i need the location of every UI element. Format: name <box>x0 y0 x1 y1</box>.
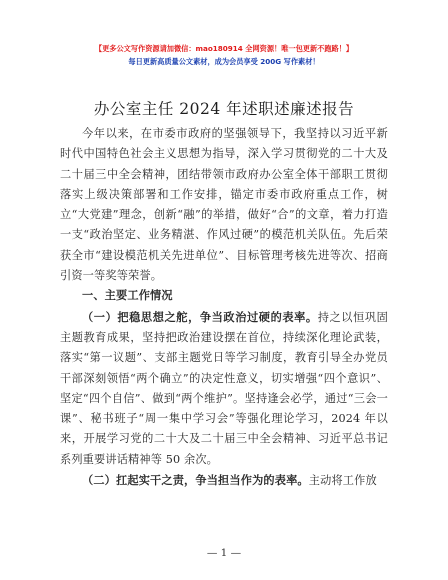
item-1-heading: （一）把稳思想之舵，争当政治过硬的表率。 <box>82 309 318 324</box>
item-2-text: 主动将工作放 <box>308 474 377 488</box>
intro-paragraph: 今年以来，在市委市政府的坚强领导下，我坚持以习近平新时代中国特色社会主义思想为指导，深入学习贯彻党的二十大及二十届三中全会精神，团结带领市政府办公室全体干部职工贯彻落实上级决策部署和工作安排，锚定市委市政府重点工作，树立“大党建”理念，创新“融”的举措，做好“合”的文章，着力打造一支“政治坚定、业务精湛、作风过硬”的模范机关队伍。先后荣获全市“建设模范机关先进单位”、目标管理考核先进等次、招商引资一等奖等荣誉。 <box>60 127 388 283</box>
section-heading: 一、主要工作情况 <box>82 289 173 303</box>
promo-banner-membership: 每日更新高质量公文素材，成为会员享受 200G 写作素材！ <box>128 57 320 66</box>
page-number: — 1 — <box>206 547 242 559</box>
promo-banner-wechat: 【更多公文写作资源请加微信：mao180914 全网资源！唯一包更新不跑路！】 <box>94 44 354 53</box>
item-1-text: 持之以恒巩固主题教育成果，坚持把政治建设摆在首位，持续深化理论武装，落实“第一议题”、支部主题党日等学习制度，教育引导全办党员干部深刻领悟“两个确立”的决定性意义，切实增强“四个意识”、坚定“四个自信”、做到“两个维护”。坚持逢会必学，通过“三会一课”、秘书班子“周一集中学习会”等强化理论学习，2024 年以来，开展学习党的二十大及二十届三中全会精神、习近平总书记系列重要讲话精神等 50 余次。 <box>60 310 388 466</box>
item-2-heading: （二）扛起实干之责，争当担当作为的表率。 <box>82 473 309 488</box>
document-title: 办公室主任 2024 年述职述廉述报告 <box>93 100 355 118</box>
item-2-paragraph <box>60 470 388 491</box>
item-1-paragraph <box>60 307 388 470</box>
document-body <box>60 124 388 491</box>
